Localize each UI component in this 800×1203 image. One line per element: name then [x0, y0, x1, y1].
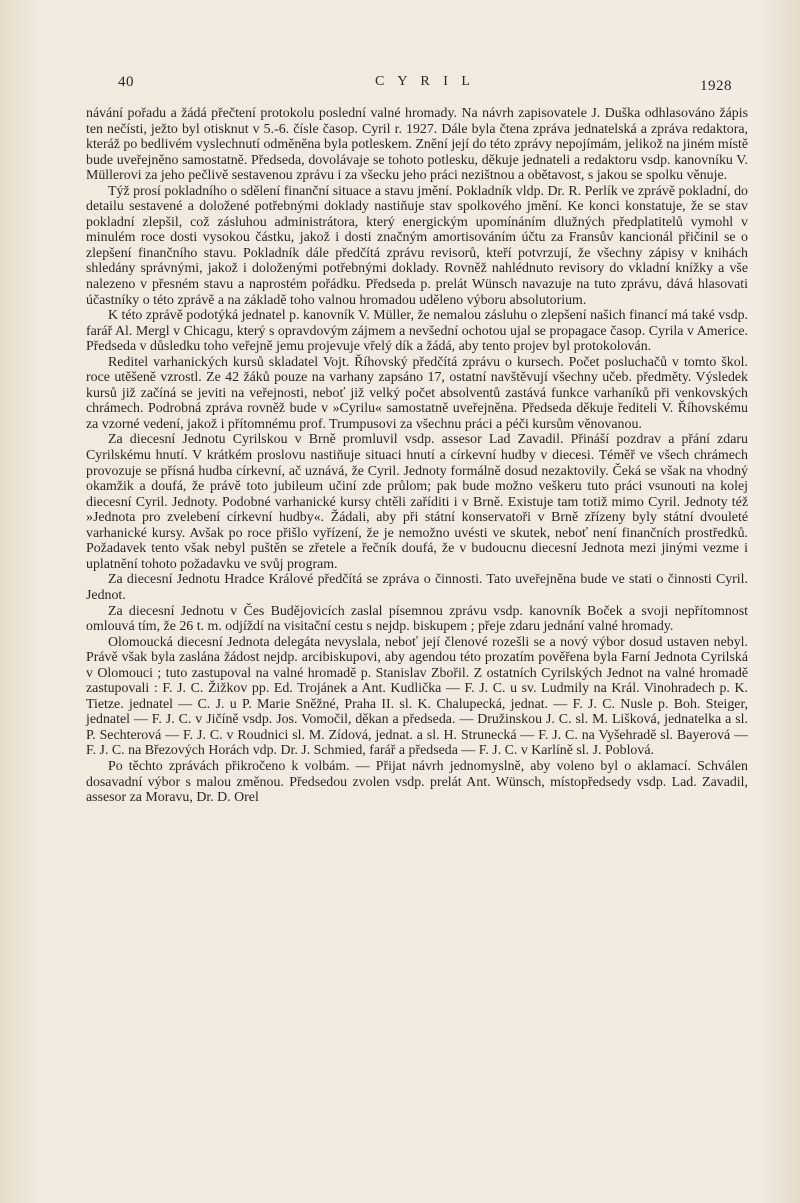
- paragraph: Za diecesní Jednotu Hradce Králové předčítá se zpráva o činnosti. Tato uveřejněna bude ve stati o činnosti Cyril. Jednot.: [86, 572, 748, 603]
- paragraph: Týž prosí pokladního o sdělení finanční situace a stavu jmění. Pokladník vldp. Dr. R. Perlík ve zprávě pokladní, do detailu sestavené a doložené potřebnými doklady nastiňuje stav spolkového jmění. Ke konci konstatuje, že se stav pokladní zlepšil, což zásluhou administrátora, který energickým upomínáním dlužných předplatitelů vymohl v minulém roce dosti vysokou částku, jakož i dosti značným amortisováním účtu za Fransův kancionál přičinil se o zlepšení finančního stavu. Pokladník dále předčítá zprávu revisorů, kteří potvrzují, že všechny zápisy v knihách shledány správnými, jakož i doloženými potřebnými doklady. Rovněž nahlédnuto revisory do vkladní knížky a vše nalezeno v přesném stavu a naprostém pořádku. Předseda p. prelát Wünsch navazuje na tuto zprávu, dává hlasovati účastníky o této zprávě a na základě toho valnou hromadou uděleno výboru absolutorium.: [86, 183, 748, 308]
- article-body: [86, 106, 748, 806]
- year-label: 1928: [700, 78, 732, 94]
- page-header: [118, 72, 732, 96]
- paragraph: Za diecesní Jednotu v Čes Budějovicích zaslal písemnou zprávu vsdp. kanovník Boček a svoji nepřítomnost omlouvá tím, že 26 t. m. odjíždí na visitační cestu s nejdp. biskupem ; přeje zdaru jednání valné hromady.: [86, 603, 748, 635]
- page-number: 40: [118, 74, 134, 90]
- paragraph: Po těchto zprávách přikročeno k volbám. — Přijat návrh jednomyslně, aby voleno byl o aklamací. Schválen dosavadní výbor s malou změnou. Předsedou zvolen vsdp. prelát Ant. Wünsch, místopředsedy vsdp. Lad. Zavadil, assesor za Moravu, Dr. D. Orel: [86, 758, 748, 806]
- paragraph: Za diecesní Jednotu Cyrilskou v Brně promluvil vsdp. assesor Lad Zavadil. Přináší pozdrav a přání zdaru Cyrilskému hnutí. V krátkém proslovu nastiňuje situaci hnutí a církevní hudby v diecesi. Téměř ve všech chrámech provozuje se přísná hudba církevní, ač uznává, že Cyril. Jednoty formálně dosud nezaktovily. Čeká se však na vhodný okamžik a doufá, že právě toto jubileum učiní zde průlom; pak bude možno veškeru tuto práci vsunouti na kolej diecesní Cyril. Jednoty. Podobné varhanické kursy chtěli zaříditi i v Brně. Existuje tam totiž mimo Cyril. Jednoty též »Jednota pro zvelebení církevní hudby«. Žádali, aby při státní konservatoři v Brně zřízeny byly státní dvouleté varhanické kursy. Avšak po roce přišlo vyřízení, že je nemožno uvésti ve skutek, neboť není finančních prostředků. Požadavek tento však nebyl puštěn se zřetele a řečník doufá, že v budoucnu diecesní Jednota mezi jinými vezme i uplatnění tohoto požadavku ve svůj program.: [86, 432, 748, 572]
- journal-title: C Y R I L: [375, 74, 475, 89]
- paragraph: Olomoucká diecesní Jednota delegáta nevyslala, neboť její členové rozešli se a nový výbor dosud ustaven nebyl. Právě však byla zaslána žádost nejdp. arcibiskupovi, aby agendou této prozatím pověřena byla Farní Jednota Cyrilská v Olomouci ; tuto zastupoval na valné hromadě p. Stanislav Zbořil. Z ostatních Cyrilských Jednot na valné hromadě zastupovali : F. J. C. Žižkov pp. Ed. Trojánek a Ant. Kudlička — F. J. C. u sv. Ludmily na Král. Vinohradech p. K. Tietze. jednatel — C. J. u P. Marie Sněžné, Praha II. sl. K. Chalupecká, jednat. — F. J. C. Nusle p. Boh. Steiger, jednatel — F. J. C. v Jičíně vsdp. Jos. Vomočil, děkan a předseda. — Družinskou J. C. sl. M. Lišková, jednatelka a sl. P. Sechterová — F. J. C. v Roudnici sl. M. Zídová, jednat. a sl. H. Strunecká — F. J. C. na Vyšehradě sl. Bayerová — F. J. C. na Březových Horách vdp. Dr. J. Schmied, farář a předseda — F. J. C. v Karlíně sl. J. Poblová.: [86, 634, 748, 759]
- paragraph: K této zprávě podotýká jednatel p. kanovník V. Müller, že nemalou zásluhu o zlepšení našich financí má také vsdp. farář Al. Mergl v Chicagu, který s opravdovým zájmem a nevšední ochotou ujal se propagace časop. Cyrila v Americe. Předseda v důsledku toho veřejně jemu projevuje vřelý dík a žádá, aby tento projev byl protokolován.: [86, 308, 748, 355]
- paragraph: návání pořadu a žádá přečtení protokolu poslední valné hromady. Na návrh zapisovatele J. Duška odhlasováno žápis ten nečísti, ježto byl otisknut v 5.-6. čísle časop. Cyril r. 1927. Dále byla čtena zpráva jednatelská a zpráva redaktora, kteráž po bedlivém vyslechnutí odměněna byla potleskem. Znění její do této zprávy nepojímám, jelikož na jiném místě bude uveřejněno samostatně. Předseda, dovolávaje se tohoto potlesku, děkuje jednateli a redaktoru vsdp. kanovníku V. Müllerovi za jeho pečlivě sestavenou zprávu i za všecku jeho práci nezištnou a obětavost, s jakou se spolku věnuje.: [86, 106, 748, 184]
- paragraph: Reditel varhanických kursů skladatel Vojt. Říhovský předčítá zprávu o kursech. Počet posluchačů v tomto škol. roce utěšeně vzrostl. Ze 42 žáků pouze na varhany zapsáno 17, ostatní navštěvují všechny učeb. předměty. Výsledek kursů již začíná se jeviti na veřejnosti, neboť již velký počet absolventů zastává funkce varhaníků při venkovských chrámech. Podrobná zpráva rovněž bude v »Cyrilu« samostatně uveřejněna. Předseda děkuje řediteli V. Říhovskému za vzorné vedení, jakož i přítomnému prof. Trumpusovi za všechnu práci a péči kursům věnovanou.: [86, 354, 748, 432]
